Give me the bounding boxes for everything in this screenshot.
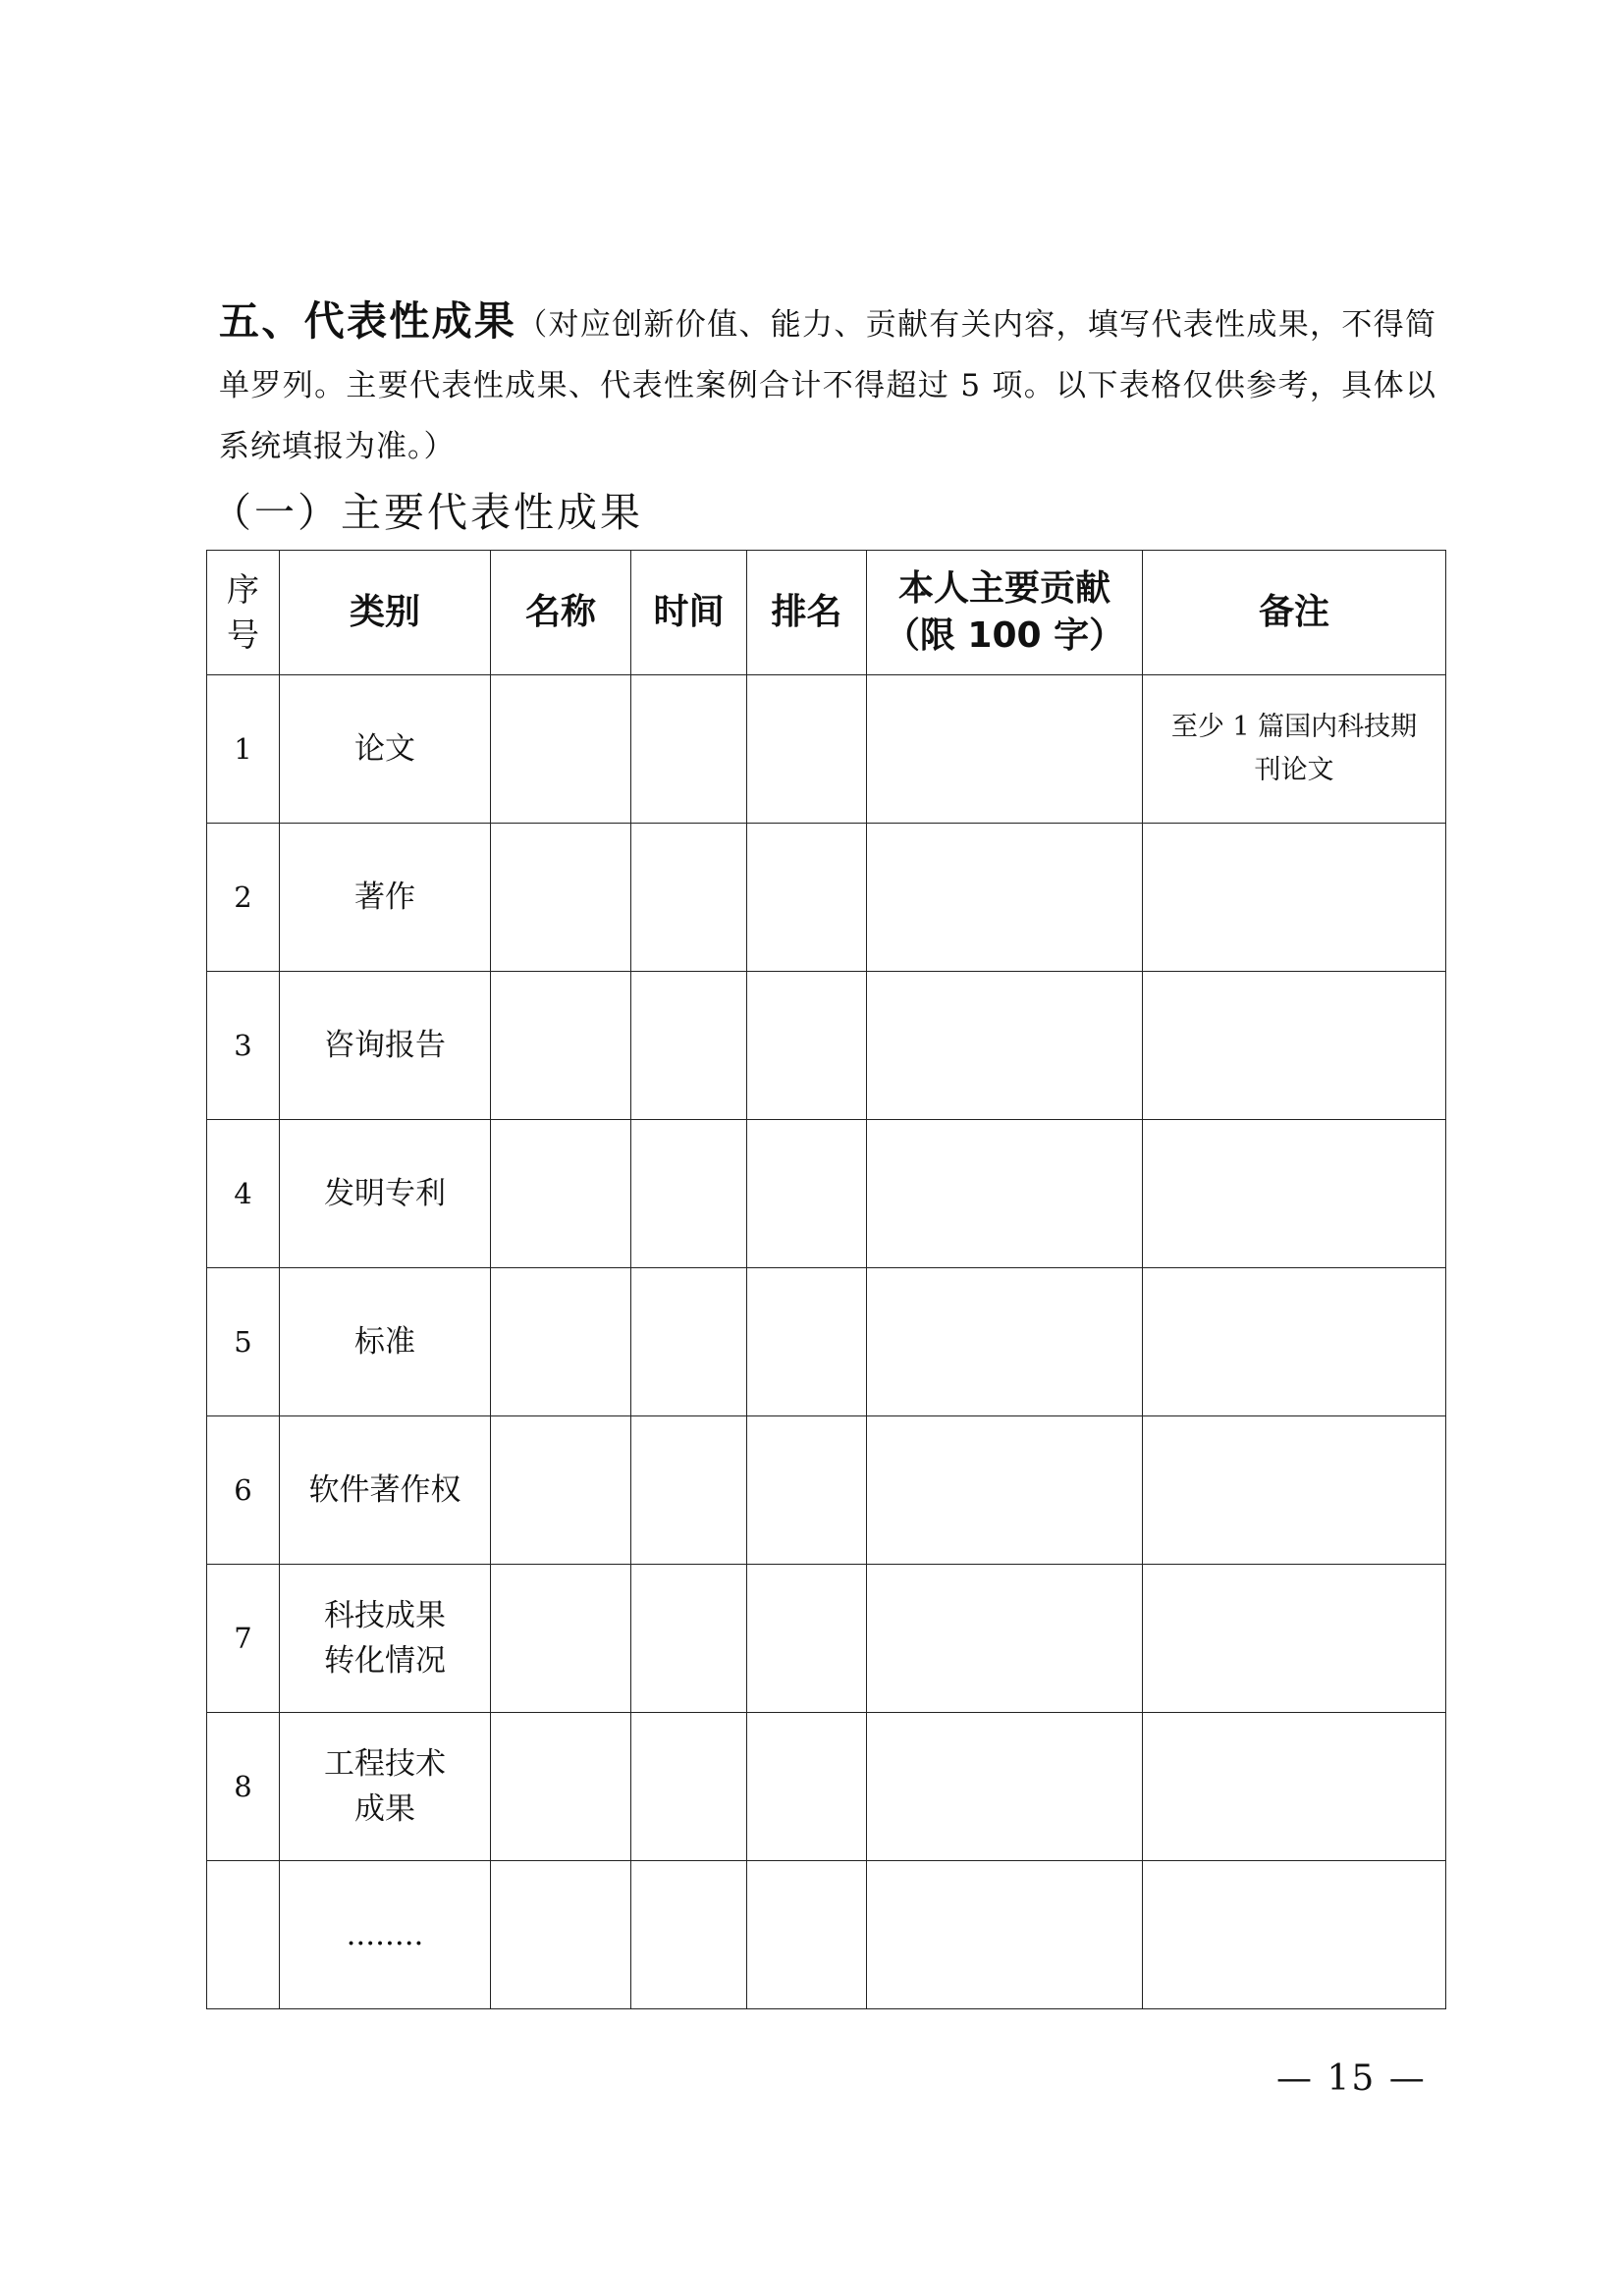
- cell-name[interactable]: [491, 1861, 631, 2009]
- cell-rank[interactable]: [747, 824, 867, 972]
- cell-category: 咨询报告: [280, 972, 491, 1120]
- cell-no: 3: [207, 972, 280, 1120]
- table-row: [207, 1416, 1446, 1565]
- cell-remarks[interactable]: [1143, 1268, 1446, 1416]
- cell-contribution[interactable]: [867, 675, 1143, 824]
- cell-rank[interactable]: [747, 1120, 867, 1268]
- cell-name[interactable]: [491, 1713, 631, 1861]
- header-rank: 排名: [747, 551, 867, 675]
- cell-remarks[interactable]: [1143, 1713, 1446, 1861]
- cell-name[interactable]: [491, 1416, 631, 1565]
- cell-time[interactable]: [631, 675, 747, 824]
- cell-no: 8: [207, 1713, 280, 1861]
- cell-no: 7: [207, 1565, 280, 1713]
- cell-remarks[interactable]: [1143, 824, 1446, 972]
- header-contribution: 本人主要贡献 （限 100 字）: [867, 551, 1143, 675]
- header-time: 时间: [631, 551, 747, 675]
- cell-contribution[interactable]: [867, 1268, 1143, 1416]
- cell-rank[interactable]: [747, 1268, 867, 1416]
- cell-contribution[interactable]: [867, 1565, 1143, 1713]
- cell-remarks[interactable]: [1143, 1861, 1446, 2009]
- cell-time[interactable]: [631, 1416, 747, 1565]
- cell-remarks[interactable]: [1143, 972, 1446, 1120]
- cell-no: [207, 1861, 280, 2009]
- cell-contribution[interactable]: [867, 824, 1143, 972]
- cell-rank[interactable]: [747, 1861, 867, 2009]
- section-title: 五、代表性成果: [219, 297, 517, 345]
- cell-category: 著作: [280, 824, 491, 972]
- cell-no: 1: [207, 675, 280, 824]
- cell-name[interactable]: [491, 1268, 631, 1416]
- cell-contribution[interactable]: [867, 1713, 1143, 1861]
- cell-no: 2: [207, 824, 280, 972]
- cell-time[interactable]: [631, 1565, 747, 1713]
- cell-time[interactable]: [631, 1713, 747, 1861]
- table-header-row: [207, 551, 1446, 675]
- cell-name[interactable]: [491, 675, 631, 824]
- header-remarks: 备注: [1143, 551, 1446, 675]
- cell-category: 发明专利: [280, 1120, 491, 1268]
- table-row: [207, 1861, 1446, 2009]
- section-heading: [219, 291, 1436, 477]
- table-row: [207, 1268, 1446, 1416]
- section-instructions: （对应创新价值、能力、贡献有关内容，填写代表性成果，不得简单罗列。主要代表性成果、代表性案例合计不得超过 5 项。以下表格仅供参考，具体以系统填报为准。）: [219, 307, 1436, 464]
- cell-category: 科技成果 转化情况: [280, 1565, 491, 1713]
- table-row: [207, 675, 1446, 824]
- results-table: [206, 550, 1446, 2009]
- cell-name[interactable]: [491, 1565, 631, 1713]
- cell-rank[interactable]: [747, 972, 867, 1120]
- cell-name[interactable]: [491, 972, 631, 1120]
- cell-time[interactable]: [631, 824, 747, 972]
- cell-name[interactable]: [491, 1120, 631, 1268]
- cell-category: 工程技术 成果: [280, 1713, 491, 1861]
- table-row: [207, 1120, 1446, 1268]
- cell-rank[interactable]: [747, 1713, 867, 1861]
- cell-remarks[interactable]: [1143, 1565, 1446, 1713]
- cell-contribution[interactable]: [867, 972, 1143, 1120]
- page-number: — 15 —: [1276, 2058, 1427, 2099]
- cell-remarks[interactable]: [1143, 1416, 1446, 1565]
- cell-contribution[interactable]: [867, 1120, 1143, 1268]
- cell-time[interactable]: [631, 1268, 747, 1416]
- cell-category: 标准: [280, 1268, 491, 1416]
- cell-category: 论文: [280, 675, 491, 824]
- cell-contribution[interactable]: [867, 1861, 1143, 2009]
- cell-rank[interactable]: [747, 1416, 867, 1565]
- table-row: [207, 824, 1446, 972]
- cell-rank[interactable]: [747, 675, 867, 824]
- cell-remarks[interactable]: [1143, 1120, 1446, 1268]
- header-name: 名称: [491, 551, 631, 675]
- cell-contribution[interactable]: [867, 1416, 1143, 1565]
- cell-time[interactable]: [631, 972, 747, 1120]
- header-category: 类别: [280, 551, 491, 675]
- cell-rank[interactable]: [747, 1565, 867, 1713]
- table-row: [207, 1713, 1446, 1861]
- cell-no: 6: [207, 1416, 280, 1565]
- cell-no: 4: [207, 1120, 280, 1268]
- cell-category: 软件著作权: [280, 1416, 491, 1565]
- cell-no: 5: [207, 1268, 280, 1416]
- cell-category: ........: [280, 1861, 491, 2009]
- cell-time[interactable]: [631, 1120, 747, 1268]
- table-row: [207, 972, 1446, 1120]
- cell-remarks: 至少 1 篇国内科技期 刊论文: [1143, 675, 1446, 824]
- subsection-title: （一）主要代表性成果: [211, 489, 643, 536]
- cell-time[interactable]: [631, 1861, 747, 2009]
- table-row: [207, 1565, 1446, 1713]
- header-no: 序 号: [207, 551, 280, 675]
- cell-name[interactable]: [491, 824, 631, 972]
